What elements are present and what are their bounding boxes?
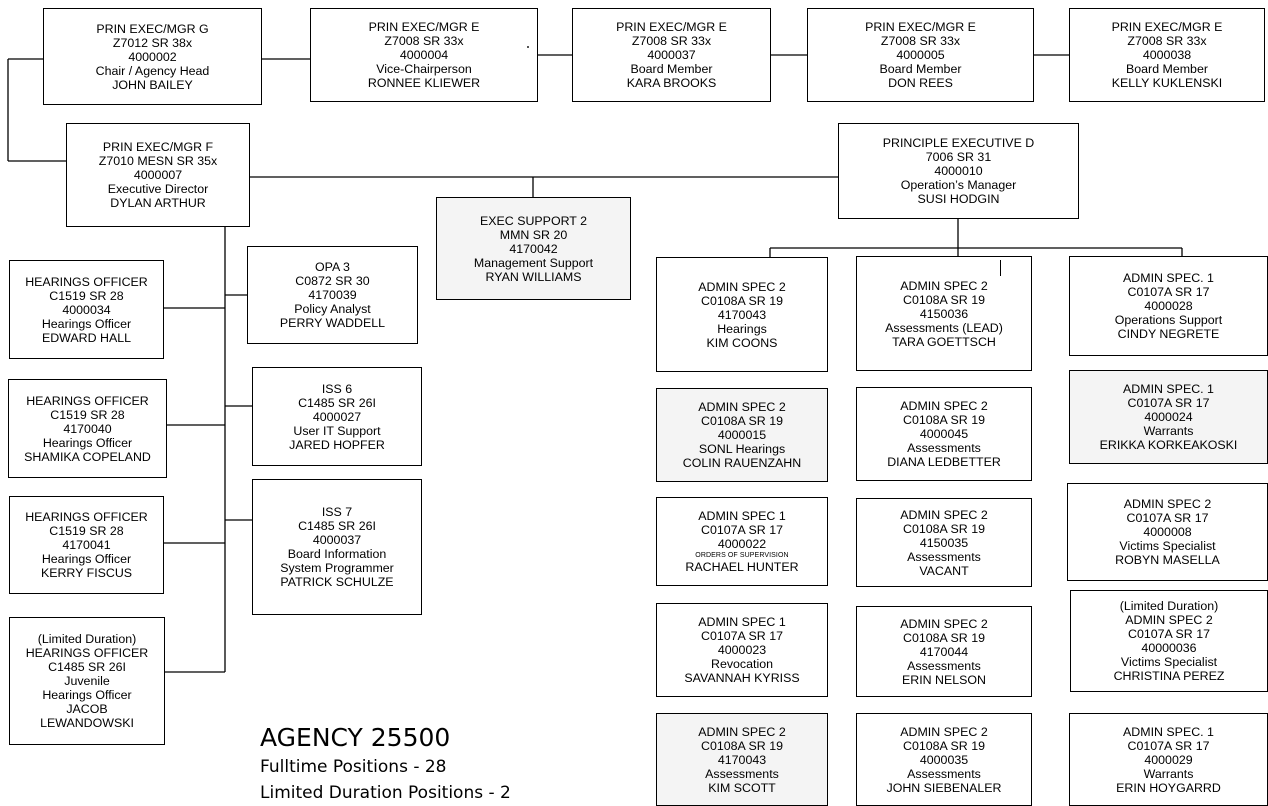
position-line: PRINCIPLE EXECUTIVE D bbox=[882, 136, 1035, 150]
position-line: Policy Analyst bbox=[294, 302, 371, 316]
position-line: ADMIN SPEC 1 bbox=[698, 615, 786, 629]
position-line: KARA BROOKS bbox=[626, 76, 717, 90]
position-line: LEWANDOWSKI bbox=[40, 716, 134, 730]
position-line: Board Member bbox=[630, 62, 713, 76]
position-line: 4000007 bbox=[133, 168, 183, 182]
position-line: C0108A SR 19 bbox=[903, 292, 985, 307]
position-box-admin2-coons bbox=[656, 257, 828, 372]
position-line: OPA 3 bbox=[315, 260, 350, 274]
position-line: PRIN EXEC/MGR F bbox=[102, 140, 214, 154]
position-box-admin2-masella bbox=[1067, 483, 1268, 581]
position-line: CINDY NEGRETE bbox=[1117, 327, 1220, 341]
position-box-admin2-vacant bbox=[856, 498, 1032, 587]
position-line: System Programmer bbox=[280, 561, 394, 575]
position-line: DIANA LEDBETTER bbox=[887, 455, 1001, 469]
position-line: 4000034 bbox=[62, 302, 111, 317]
position-line: HEARINGS OFFICER bbox=[25, 274, 148, 289]
position-line: C0108A SR 19 bbox=[701, 293, 783, 308]
position-line: JARED HOPFER bbox=[289, 437, 385, 452]
text-cursor bbox=[1000, 260, 1001, 276]
position-box-admin2-rauenzahn bbox=[656, 388, 828, 482]
position-line: 4000037 bbox=[312, 533, 362, 547]
position-line: Chair / Agency Head bbox=[95, 63, 210, 78]
position-line: Z7008 SR 33x bbox=[880, 34, 961, 48]
position-line: HEARINGS OFFICER bbox=[25, 510, 148, 524]
position-line: KELLY KUKLENSKI bbox=[1111, 76, 1223, 90]
position-line: ROBYN MASELLA bbox=[1115, 553, 1220, 567]
position-line: PRIN EXEC/MGR E bbox=[368, 20, 480, 34]
position-line: C0108A SR 19 bbox=[701, 738, 783, 753]
position-line: Board Member bbox=[1126, 62, 1208, 76]
position-line: Revocation bbox=[711, 657, 773, 671]
position-line: 4000015 bbox=[717, 428, 767, 442]
position-box-hearings-copeland bbox=[8, 379, 167, 478]
fulltime-count: Fulltime Positions - 28 bbox=[260, 757, 447, 777]
position-line: COLIN RAUENZAHN bbox=[682, 456, 802, 470]
position-line: Operations Support bbox=[1114, 313, 1223, 327]
position-line: 4170044 bbox=[919, 644, 969, 659]
position-box-mgr-e-brooks bbox=[572, 8, 771, 102]
position-line: PATRICK SCHULZE bbox=[280, 575, 394, 589]
position-line: Assessments (LEAD) bbox=[885, 320, 1003, 335]
position-line: ADMIN SPEC 2 bbox=[900, 724, 988, 739]
position-line: 4000028 bbox=[1144, 299, 1193, 313]
position-line: C1519 SR 28 bbox=[49, 288, 124, 303]
position-line: Assessments bbox=[705, 766, 779, 781]
position-line: PRIN EXEC/MGR E bbox=[1111, 20, 1223, 34]
position-line: Hearings Officer bbox=[42, 435, 133, 450]
limited-count: Limited Duration Positions - 2 bbox=[260, 783, 511, 803]
position-line: ADMIN SPEC 2 bbox=[698, 279, 786, 294]
position-line: Hearings Officer bbox=[42, 688, 132, 702]
position-box-admin1-kyriss bbox=[656, 603, 828, 697]
position-line: C0107A SR 17 bbox=[701, 523, 783, 537]
position-line: 4170042 bbox=[509, 241, 558, 256]
position-line: PRIN EXEC/MGR E bbox=[865, 20, 976, 34]
position-line: Z7008 SR 33x bbox=[384, 34, 464, 48]
position-line: ADMIN SPEC 2 bbox=[900, 616, 988, 631]
stray-mark bbox=[527, 46, 529, 48]
position-line: 4000029 bbox=[1144, 752, 1193, 767]
position-line: MMN SR 20 bbox=[499, 227, 568, 242]
position-line: 4000010 bbox=[934, 164, 983, 178]
position-line: ISS 7 bbox=[321, 505, 353, 519]
position-box-admin1-negrete bbox=[1069, 256, 1268, 356]
position-line: C1485 SR 26I bbox=[48, 660, 126, 674]
position-line: C0108A SR 19 bbox=[701, 414, 783, 428]
position-box-admin2-scott bbox=[656, 713, 828, 806]
position-box-mgr-e-kliewer bbox=[310, 8, 538, 102]
position-line: Operation’s Manager bbox=[900, 178, 1017, 192]
position-line: 4000023 bbox=[717, 643, 767, 657]
position-line: (Limited Duration) bbox=[37, 632, 137, 646]
position-line: Assessments bbox=[907, 549, 981, 564]
position-line: 40000036 bbox=[1141, 641, 1197, 655]
position-line: 4000008 bbox=[1143, 525, 1192, 539]
position-line: HEARINGS OFFICER bbox=[25, 646, 149, 660]
position-line: C1485 SR 26I bbox=[298, 395, 376, 410]
position-line: User IT Support bbox=[293, 423, 381, 438]
position-line: ISS 6 bbox=[321, 381, 353, 396]
position-box-admin2-ledbetter bbox=[856, 387, 1032, 481]
position-line: 4000038 bbox=[1142, 48, 1192, 62]
position-line: ADMIN SPEC. 1 bbox=[1123, 271, 1214, 285]
position-line: Board Information bbox=[287, 547, 387, 561]
position-line: C1485 SR 26I bbox=[298, 519, 376, 533]
position-line: RYAN WILLIAMS bbox=[485, 269, 582, 284]
position-line: ADMIN SPEC 2 bbox=[1125, 613, 1213, 627]
position-line: ADMIN SPEC 2 bbox=[900, 399, 988, 413]
position-line: 4170041 bbox=[62, 538, 111, 552]
position-line: ERIN HOYGARRD bbox=[1116, 780, 1221, 795]
position-line: C0108A SR 19 bbox=[903, 413, 985, 427]
position-line: Assessments bbox=[907, 658, 981, 673]
position-line: SHAMIKA COPELAND bbox=[24, 449, 151, 464]
position-line: PRIN EXEC/MGR G bbox=[96, 21, 209, 36]
position-line: 4150036 bbox=[919, 306, 969, 321]
position-line: Z7010 MESN SR 35x bbox=[98, 154, 218, 168]
position-line: ADMIN SPEC 1 bbox=[698, 509, 786, 523]
position-line: 7006 SR 31 bbox=[925, 150, 992, 164]
position-line: VACANT bbox=[919, 563, 969, 578]
position-line: 4170043 bbox=[717, 752, 767, 767]
position-box-admin1-hunter bbox=[656, 497, 828, 586]
position-line: C0107A SR 17 bbox=[1127, 396, 1210, 410]
position-line: EDWARD HALL bbox=[41, 330, 132, 345]
position-line: Hearings Officer bbox=[41, 316, 132, 331]
agency-title: AGENCY 25500 bbox=[260, 723, 451, 752]
position-line: 4170040 bbox=[63, 421, 112, 436]
position-line: 4000037 bbox=[647, 48, 696, 62]
position-line: 4170039 bbox=[308, 288, 357, 302]
position-line: CHRISTINA PEREZ bbox=[1113, 669, 1225, 683]
position-line: Assessments bbox=[907, 441, 981, 455]
position-line: Vice-Chairperson bbox=[376, 62, 472, 76]
position-line: Hearings Officer bbox=[41, 552, 132, 566]
position-box-mgr-e-rees bbox=[807, 8, 1034, 102]
agency-legend bbox=[260, 722, 511, 806]
position-line: C0107A SR 17 bbox=[1128, 627, 1210, 641]
position-line: DYLAN ARTHUR bbox=[110, 196, 206, 210]
position-line: Victims Specialist bbox=[1120, 655, 1218, 669]
position-box-iss6-hopfer bbox=[252, 367, 422, 466]
position-line: 4000022 bbox=[717, 537, 767, 551]
position-line: Warrants bbox=[1143, 424, 1194, 438]
position-line: TARA GOETTSCH bbox=[892, 334, 996, 349]
position-line: C0108A SR 19 bbox=[903, 630, 985, 645]
position-line: C1519 SR 28 bbox=[50, 407, 125, 422]
position-box-mgr-f-arthur bbox=[66, 123, 250, 227]
position-box-mgr-e-kuklenski bbox=[1069, 8, 1265, 102]
position-line: ADMIN SPEC. 1 bbox=[1123, 382, 1214, 396]
position-line: ERIN NELSON bbox=[902, 672, 986, 687]
position-line: (Limited Duration) bbox=[1119, 599, 1219, 613]
position-line: PRIN EXEC/MGR E bbox=[616, 20, 727, 34]
position-line: Z7012 SR 38x bbox=[112, 35, 193, 50]
position-line: 4000027 bbox=[312, 409, 362, 424]
position-line: JOHN BAILEY bbox=[112, 77, 193, 92]
position-line: Hearings bbox=[717, 321, 767, 336]
position-line: HEARINGS OFFICER bbox=[26, 393, 149, 408]
position-line: ADMIN SPEC 2 bbox=[900, 507, 988, 522]
position-line: Victims Specialist bbox=[1119, 539, 1216, 553]
position-line: KIM COONS bbox=[706, 335, 778, 350]
position-line: SONL Hearings bbox=[698, 442, 786, 456]
position-line: C0107A SR 17 bbox=[1126, 511, 1209, 525]
position-line: ADMIN SPEC. 1 bbox=[1123, 724, 1214, 739]
position-line: JOHN SIEBENALER bbox=[886, 780, 1002, 795]
position-box-hearings-fiscus bbox=[9, 496, 164, 594]
position-line: C0872 SR 30 bbox=[295, 274, 370, 288]
position-box-admin1-hoygarrd bbox=[1069, 713, 1268, 806]
position-line: RACHAEL HUNTER bbox=[685, 560, 799, 574]
position-line: ADMIN SPEC 2 bbox=[900, 278, 988, 293]
position-line: 4000035 bbox=[919, 752, 969, 767]
position-line: ADMIN SPEC 2 bbox=[698, 724, 786, 739]
position-line: DON REES bbox=[888, 76, 953, 90]
position-line: RONNEE KLIEWER bbox=[367, 76, 481, 90]
position-box-iss7-schulze bbox=[252, 479, 422, 615]
position-line: SAVANNAH KYRISS bbox=[684, 671, 800, 685]
position-box-opa3-waddell bbox=[247, 246, 418, 344]
position-line: Juvenile bbox=[64, 674, 110, 688]
position-line: Management Support bbox=[473, 255, 594, 270]
position-line: C0107A SR 17 bbox=[1127, 738, 1210, 753]
position-line: 4000005 bbox=[896, 48, 945, 62]
position-line: C0107A SR 17 bbox=[701, 629, 783, 643]
position-line: ADMIN SPEC 2 bbox=[1123, 497, 1212, 511]
position-line: 4150035 bbox=[919, 535, 969, 550]
position-line: Assessments bbox=[907, 766, 981, 781]
position-line: 4000002 bbox=[128, 49, 177, 64]
position-line: Executive Director bbox=[107, 182, 209, 196]
position-box-admin2-siebenaler bbox=[856, 713, 1032, 806]
position-box-hearings-lewandowski bbox=[9, 617, 165, 745]
position-line: C0107A SR 17 bbox=[1127, 285, 1210, 299]
position-line: Board Member bbox=[879, 62, 962, 76]
position-line: ERIKKA KORKEAKOSKI bbox=[1099, 438, 1238, 452]
position-line: SUSI HODGIN bbox=[917, 192, 1000, 206]
position-line: C0108A SR 19 bbox=[903, 521, 985, 536]
position-line: ADMIN SPEC 2 bbox=[698, 400, 786, 414]
position-line: ORDERS OF SUPERVISION bbox=[695, 552, 789, 559]
position-line: KIM SCOTT bbox=[708, 780, 776, 795]
position-box-admin1-korkeakoski bbox=[1069, 370, 1268, 464]
position-box-mgr-g-bailey bbox=[43, 8, 262, 105]
position-line: 4000045 bbox=[919, 427, 969, 441]
position-line: 4000024 bbox=[1144, 410, 1193, 424]
position-line: JACOB bbox=[66, 702, 108, 716]
position-box-exec-support-williams bbox=[436, 197, 631, 300]
position-box-admin2-nelson bbox=[856, 606, 1032, 697]
position-line: C0108A SR 19 bbox=[903, 738, 985, 753]
position-line: Warrants bbox=[1143, 766, 1194, 781]
position-line: Z7008 SR 33x bbox=[631, 34, 712, 48]
position-line: EXEC SUPPORT 2 bbox=[480, 213, 587, 228]
position-line: PERRY WADDELL bbox=[279, 316, 386, 330]
position-line: C1519 SR 28 bbox=[49, 524, 124, 538]
position-box-admin2-goettsch bbox=[856, 256, 1032, 371]
position-line: Z7008 SR 33x bbox=[1127, 34, 1207, 48]
position-box-admin2-perez bbox=[1070, 590, 1268, 692]
position-line: 4170043 bbox=[717, 307, 767, 322]
position-box-hearings-hall bbox=[9, 260, 164, 359]
position-line: KERRY FISCUS bbox=[40, 566, 133, 580]
position-box-exec-d-hodgin bbox=[838, 123, 1079, 219]
position-line: 4000004 bbox=[399, 48, 449, 62]
